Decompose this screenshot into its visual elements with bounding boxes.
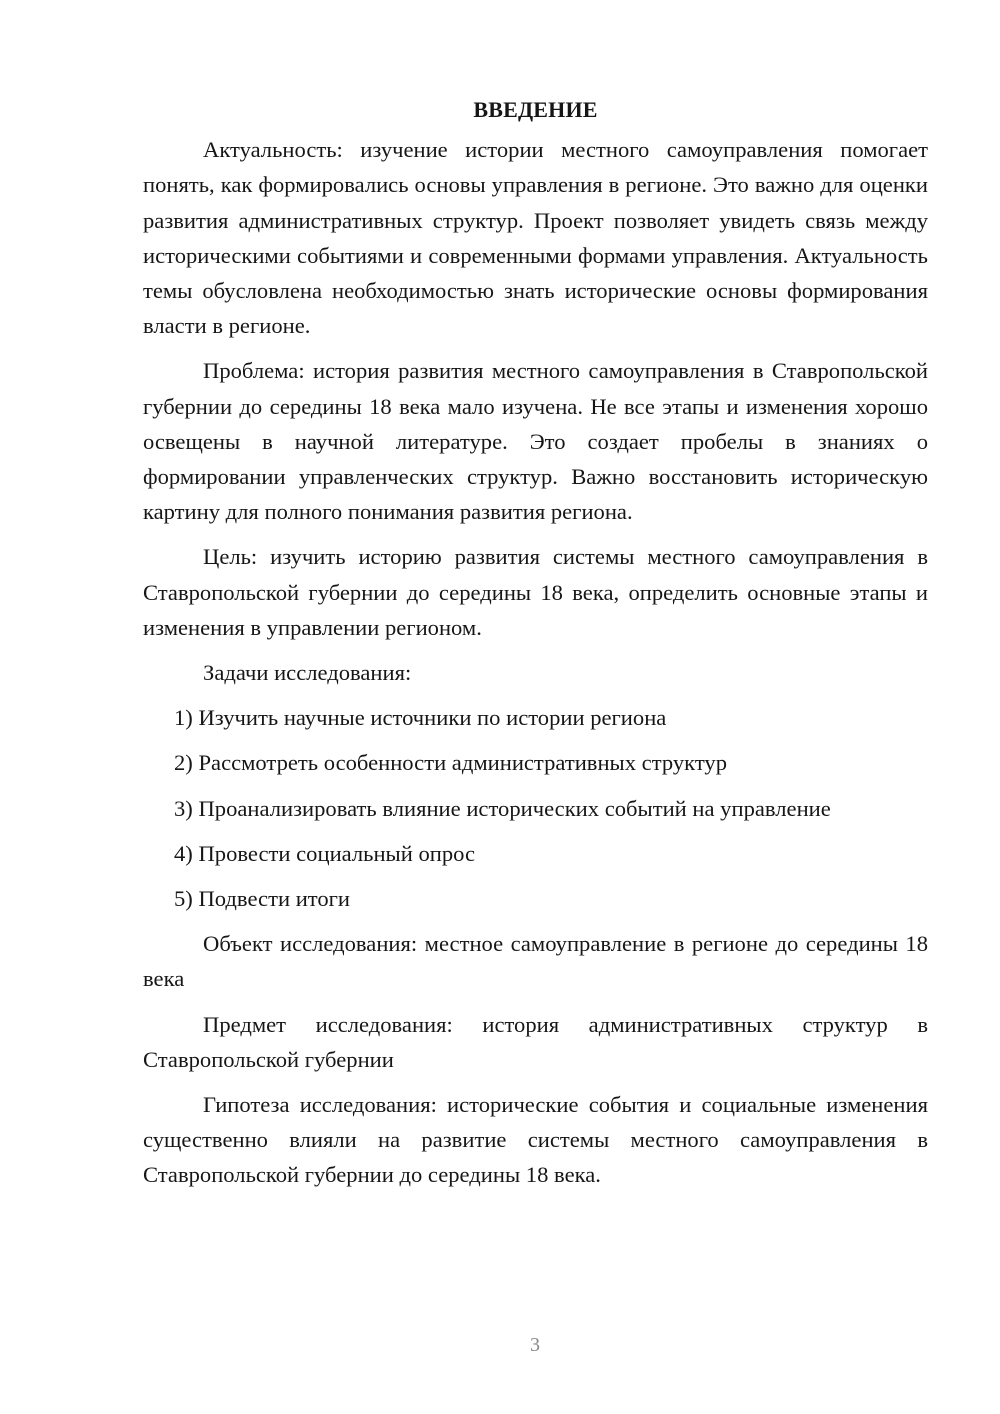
paragraph-problem: Проблема: история развития местного самоуправления в Ставропольской губернии до середины 18 века мало изучена. Не все этапы и изменения хорошо освещены в научной литературе. Это создает пробелы в знаниях о формировании управленческих структур. Важно восстановить историческую картину для полного понимания развития региона.: [143, 358, 928, 525]
paragraph-goal: Цель: изучить историю развития системы местного самоуправления в Ставропольской губернии до середины 18 века, определить основные этапы и изменения в управлении регионом.: [143, 544, 928, 640]
paragraph-object: Объект исследования: местное самоуправление в регионе до середины 18 века: [143, 931, 928, 992]
document-page: [143, 92, 928, 1203]
paragraph-subject: Предмет исследования: история административных структур в Ставропольской губернии: [143, 1011, 928, 1072]
list-item: 4) Провести социальный опрос: [174, 840, 476, 866]
list-item: 1) Изучить научные источники по истории региона: [174, 705, 667, 731]
page-title: ВВЕДЕНИЕ: [473, 97, 598, 122]
list-item: 2) Рассмотреть особенности административных структур: [174, 750, 727, 776]
tasks-heading: Задачи исследования:: [203, 660, 412, 686]
list-item: 5) Подвести итоги: [174, 886, 351, 912]
paragraph-relevance: Актуальность: изучение истории местного самоуправления помогает понять, как формировались основы управления в регионе. Это важно для оценки развития административных структур. Проект позволяет увидеть связь между историческими событиями и современными формами управления. Актуальность темы обусловлена необходимостью знать исторические основы формирования власти в регионе.: [143, 137, 928, 339]
task-list: [143, 700, 928, 916]
paragraph-hypothesis: Гипотеза исследования: исторические события и социальные изменения существенно влияли на развитие системы местного самоуправления в Ставропольской губернии до середины 18 века.: [143, 1092, 928, 1188]
page-number: 3: [530, 1334, 540, 1356]
list-item: 3) Проанализировать влияние исторических событий на управление: [174, 795, 831, 821]
